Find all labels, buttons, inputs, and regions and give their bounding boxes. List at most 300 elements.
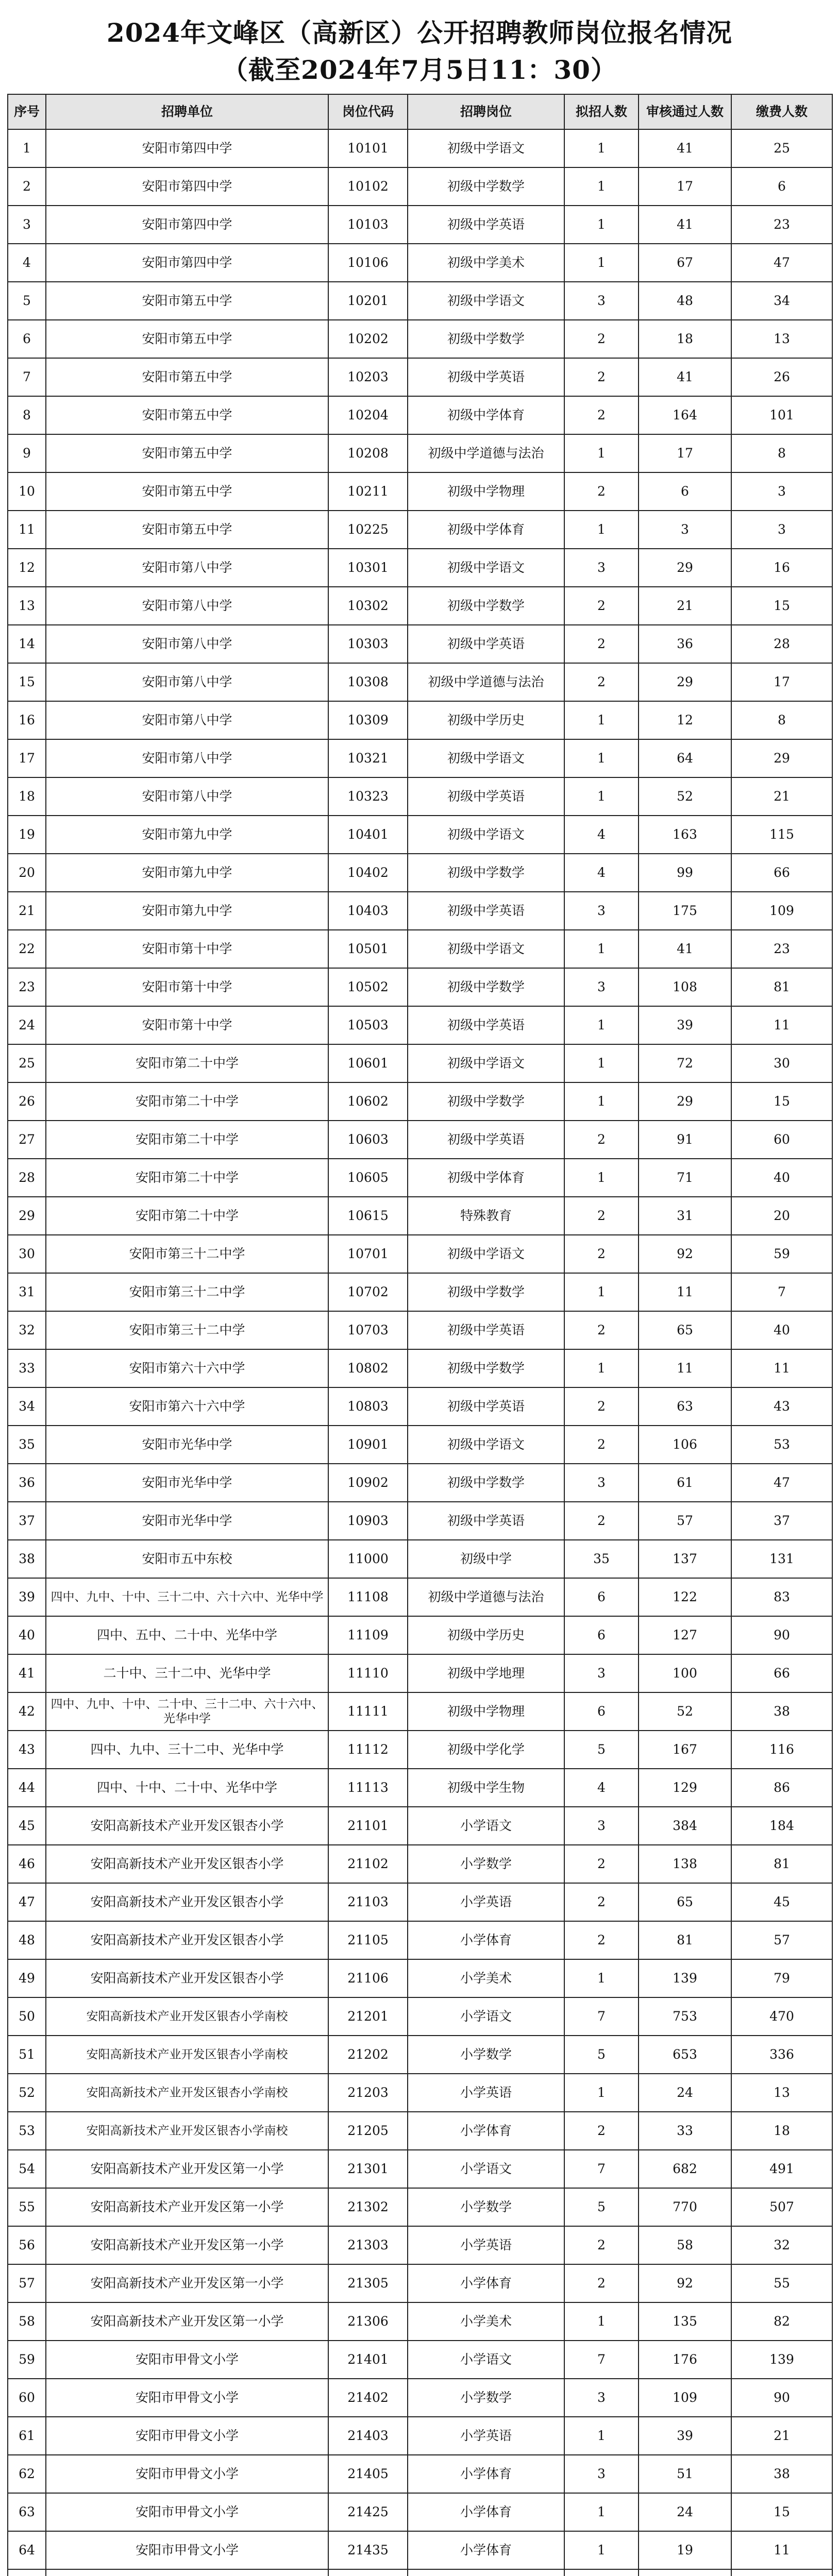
cell-index: 56 [8,2226,46,2264]
cell-approved: 41 [639,129,731,167]
cell-post: 初级中学体育 [408,511,564,549]
cell-unit: 安阳高新技术产业开发区银杏小学 [46,1883,328,1921]
cell-index: 51 [8,2036,46,2074]
cell-unit: 安阳市第五中学 [46,434,328,472]
table-row [8,587,832,625]
cell-paid: 26 [731,358,832,396]
cell-approved: 164 [639,396,731,434]
cell-paid: 57 [731,1921,832,1959]
cell-planned: 2 [564,587,639,625]
cell-index: 32 [8,1311,46,1349]
cell-planned: 3 [564,2379,639,2417]
title-line-1: 2024年文峰区（高新区）公开招聘教师岗位报名情况 [106,18,733,48]
table-row [8,2074,832,2112]
cell-unit: 安阳高新技术产业开发区第一小学 [46,2188,328,2226]
cell-index: 11 [8,511,46,549]
cell-planned: 3 [564,892,639,930]
cell-index: 26 [8,1082,46,1121]
table-row [8,1921,832,1959]
cell-planned: 7 [564,2150,639,2188]
cell-approved: 11 [639,1349,731,1387]
cell-unit: 安阳市第九中学 [46,892,328,930]
cell-post-code: 10106 [328,244,408,282]
table-row [8,663,832,701]
table-row [8,244,832,282]
cell-post-code: 21102 [328,1845,408,1883]
cell-approved: 135 [639,2302,731,2341]
cell-planned: 2 [564,1426,639,1464]
cell-post: 初级中学数学 [408,167,564,206]
cell-approved: 163 [639,816,731,854]
cell-unit: 安阳市第四中学 [46,206,328,244]
table-body [8,129,832,2576]
cell-approved: 24 [639,2074,731,2112]
cell-post-code: 21302 [328,2188,408,2226]
cell-index: 49 [8,1959,46,1997]
cell-planned: 3 [564,1807,639,1845]
cell-post-code: 10615 [328,1197,408,1235]
cell-post: 小学英语 [408,2074,564,2112]
cell-unit: 安阳高新技术产业开发区银杏小学南校 [46,2036,328,2074]
cell-post-code: 21402 [328,2379,408,2417]
cell-planned: 1 [564,1044,639,1082]
cell-post-code: 11000 [328,1540,408,1578]
cell-index: 17 [8,739,46,777]
cell-post: 初级中学英语 [408,358,564,396]
cell-index: 19 [8,816,46,854]
cell-unit: 安阳市甲骨文小学 [46,2455,328,2493]
table-row [8,2188,832,2226]
table-row [8,1692,832,1731]
cell-approved: 41 [639,930,731,968]
table-row [8,2493,832,2531]
cell-paid: 34 [731,282,832,320]
table-row [8,854,832,892]
cell-paid: 7 [731,1273,832,1311]
cell-planned: 2 [564,1235,639,1273]
cell-unit: 安阳市第九中学 [46,816,328,854]
cell-index: 58 [8,2302,46,2341]
cell-post-code: 10501 [328,930,408,968]
cell-approved: 52 [639,1692,731,1731]
cell-index: 8 [8,396,46,434]
cell-planned: 5 [564,2188,639,2226]
title-line-2: （截至2024年7月5日11：30） [222,55,617,85]
cell-post: 初级中学数学 [408,320,564,358]
cell-unit: 四中、九中、十中、三十二中、六十六中、光华中学 [46,1578,328,1616]
cell-planned: 4 [564,1769,639,1807]
cell-post: 小学体育 [408,1921,564,1959]
cell-planned: 1 [564,1082,639,1121]
cell-index: 12 [8,549,46,587]
cell-post-code: 10208 [328,434,408,472]
cell-unit: 安阳市第六十六中学 [46,1349,328,1387]
cell-unit: 安阳高新技术产业开发区银杏小学 [46,1959,328,1997]
cell-unit [46,2569,328,2576]
cell-index: 60 [8,2379,46,2417]
cell-index: 44 [8,1769,46,1807]
cell-unit: 安阳市第二十中学 [46,1121,328,1159]
cell-approved: 770 [639,2188,731,2226]
cell-paid: 3 [731,472,832,511]
cell-approved: 11 [639,1273,731,1311]
cell-post: 初级中学生物 [408,1769,564,1807]
table-row [8,1654,832,1692]
cell-paid: 101 [731,396,832,434]
cell-post: 初级中学语文 [408,739,564,777]
cell-approved: 384 [639,1807,731,1845]
table-row [8,1273,832,1311]
cell-index: 38 [8,1540,46,1578]
cell-unit: 安阳高新技术产业开发区第一小学 [46,2150,328,2188]
cell-planned: 2 [564,663,639,701]
cell-post: 小学英语 [408,2226,564,2264]
cell-post: 初级中学 [408,1540,564,1578]
cell-planned: 6 [564,1616,639,1654]
cell-post-code: 10321 [328,739,408,777]
cell-index: 2 [8,167,46,206]
cell-approved: 58 [639,2226,731,2264]
cell-post-code: 21105 [328,1921,408,1959]
cell-approved: 31 [639,1197,731,1235]
cell-post-code: 21306 [328,2302,408,2341]
cell-post: 初级中学语文 [408,1426,564,1464]
table-row [8,1426,832,1464]
table-row [8,2531,832,2569]
cell-unit: 安阳市第五中学 [46,472,328,511]
cell-post-code: 10302 [328,587,408,625]
table-row [8,1044,832,1082]
cell-approved: 21 [639,587,731,625]
cell-unit: 安阳市甲骨文小学 [46,2379,328,2417]
cell-unit: 安阳高新技术产业开发区银杏小学南校 [46,2112,328,2150]
cell-paid: 109 [731,892,832,930]
cell-post-code: 10402 [328,854,408,892]
cell-index: 6 [8,320,46,358]
table-row [8,1959,832,1997]
cell-paid: 90 [731,1616,832,1654]
cell-index: 24 [8,1006,46,1044]
cell-post-code: 10203 [328,358,408,396]
cell-paid: 29 [731,739,832,777]
cell-post-code: 21405 [328,2455,408,2493]
cell-paid: 21 [731,2417,832,2455]
cell-unit: 安阳市第五中学 [46,282,328,320]
cell-planned: 2 [564,2226,639,2264]
cell-planned: 1 [564,2417,639,2455]
table-row [8,2455,832,2493]
cell-approved: 29 [639,549,731,587]
cell-post-code: 10301 [328,549,408,587]
cell-unit: 安阳市第八中学 [46,777,328,816]
table-row [8,434,832,472]
cell-index: 21 [8,892,46,930]
cell-approved: 18 [639,320,731,358]
cell-post: 初级中学英语 [408,1502,564,1540]
cell-post-code: 21425 [328,2493,408,2531]
cell-post: 初级中学道德与法治 [408,663,564,701]
cell-index: 33 [8,1349,46,1387]
cell-paid: 90 [731,2379,832,2417]
cell-paid: 43 [731,1387,832,1426]
cell-unit: 安阳市五中东校 [46,1540,328,1578]
cell-approved: 51 [639,2455,731,2493]
cell-approved: 138 [639,1845,731,1883]
cell-planned: 2 [564,1197,639,1235]
cell-unit: 安阳市光华中学 [46,1426,328,1464]
table-row [8,1502,832,1540]
table-row [8,739,832,777]
cell-paid: 11 [731,1006,832,1044]
cell-unit: 安阳市甲骨文小学 [46,2493,328,2531]
cell-paid: 53 [731,1426,832,1464]
cell-index: 57 [8,2264,46,2302]
table-row [8,1997,832,2036]
header-post: 招聘岗位 [408,94,564,129]
cell-paid: 79 [731,1959,832,1997]
cell-approved: 106 [639,1426,731,1464]
cell-approved: 92 [639,1235,731,1273]
cell-paid: 139 [731,2341,832,2379]
cell-paid: 47 [731,1464,832,1502]
cell-unit: 安阳市光华中学 [46,1464,328,1502]
cell-unit: 安阳市第五中学 [46,320,328,358]
cell-approved: 29 [639,663,731,701]
cell-index: 9 [8,434,46,472]
cell-planned: 2 [564,2264,639,2302]
cell-unit: 安阳市第九中学 [46,854,328,892]
cell-index [8,2569,46,2576]
cell-planned: 1 [564,1159,639,1197]
table-row [8,1121,832,1159]
cell-post-code: 10103 [328,206,408,244]
cell-post-code: 10309 [328,701,408,739]
cell-index: 25 [8,1044,46,1082]
table-row [8,358,832,396]
cell-paid: 507 [731,2188,832,2226]
cell-planned: 1 [564,1006,639,1044]
cell-approved: 17 [639,434,731,472]
cell-unit: 二十中、三十二中、光华中学 [46,1654,328,1692]
cell-index: 48 [8,1921,46,1959]
cell-post-code: 10701 [328,1235,408,1273]
cell-planned: 5 [564,2036,639,2074]
cell-post-code: 10102 [328,167,408,206]
cell-approved: 72 [639,1044,731,1082]
cell-planned: 1 [564,2493,639,2531]
cell-unit: 安阳市第四中学 [46,129,328,167]
cell-post: 初级中学语文 [408,1235,564,1273]
cell-paid [731,2569,832,2576]
cell-planned: 2 [564,1845,639,1883]
header-index: 序号 [8,94,46,129]
cell-index: 30 [8,1235,46,1273]
cell-approved: 71 [639,1159,731,1197]
cell-paid: 40 [731,1159,832,1197]
cell-paid: 15 [731,587,832,625]
cell-index: 13 [8,587,46,625]
cell-approved: 109 [639,2379,731,2417]
table-row [8,1197,832,1235]
cell-index: 3 [8,206,46,244]
cell-post: 小学体育 [408,2112,564,2150]
cell-post-code: 10323 [328,777,408,816]
cell-approved: 122 [639,1578,731,1616]
cell-approved: 61 [639,1464,731,1502]
table-row [8,777,832,816]
cell-index: 15 [8,663,46,701]
cell-unit: 安阳高新技术产业开发区银杏小学 [46,1807,328,1845]
cell-post: 初级中学英语 [408,1311,564,1349]
table-row [8,320,832,358]
cell-post: 初级中学数学 [408,968,564,1006]
table-row [8,1464,832,1502]
cell-planned: 2 [564,2112,639,2150]
cell-unit: 安阳市甲骨文小学 [46,2417,328,2455]
cell-post-code: 21205 [328,2112,408,2150]
cell-paid: 28 [731,625,832,663]
cell-index: 41 [8,1654,46,1692]
table-row [8,2569,832,2576]
cell-post-code: 10503 [328,1006,408,1044]
table-row [8,1387,832,1426]
table-row [8,1159,832,1197]
cell-post-code: 11110 [328,1654,408,1692]
cell-approved: 3 [639,511,731,549]
cell-paid: 11 [731,2531,832,2569]
cell-post: 小学体育 [408,2531,564,2569]
cell-unit: 安阳市第三十二中学 [46,1311,328,1349]
cell-index: 59 [8,2341,46,2379]
table-row [8,1082,832,1121]
cell-unit: 安阳市第二十中学 [46,1044,328,1082]
table-row [8,1578,832,1616]
table-row [8,472,832,511]
cell-post-code: 10403 [328,892,408,930]
cell-unit: 安阳市第十中学 [46,1006,328,1044]
cell-planned: 1 [564,2302,639,2341]
table-row [8,1616,832,1654]
cell-unit: 安阳高新技术产业开发区银杏小学南校 [46,2074,328,2112]
cell-index: 62 [8,2455,46,2493]
cell-planned: 1 [564,2074,639,2112]
table-row [8,930,832,968]
cell-paid: 45 [731,1883,832,1921]
cell-index: 18 [8,777,46,816]
cell-post-code: 10602 [328,1082,408,1121]
cell-planned: 3 [564,282,639,320]
cell-post: 初级中学物理 [408,1692,564,1731]
cell-paid: 17 [731,663,832,701]
cell-post: 小学体育 [408,2493,564,2531]
cell-paid: 32 [731,2226,832,2264]
cell-index: 4 [8,244,46,282]
cell-paid: 13 [731,2074,832,2112]
cell-post: 小学语文 [408,1807,564,1845]
cell-post-code [328,2569,408,2576]
cell-unit: 安阳市第八中学 [46,663,328,701]
cell-unit: 安阳高新技术产业开发区银杏小学 [46,1845,328,1883]
cell-paid: 8 [731,701,832,739]
cell-planned: 2 [564,320,639,358]
cell-post: 小学数学 [408,2379,564,2417]
cell-post: 小学体育 [408,2264,564,2302]
cell-planned: 3 [564,968,639,1006]
cell-post: 初级中学数学 [408,1464,564,1502]
cell-post-code: 10101 [328,129,408,167]
cell-paid: 131 [731,1540,832,1578]
cell-unit: 安阳市第二十中学 [46,1159,328,1197]
cell-index: 61 [8,2417,46,2455]
cell-post-code: 10225 [328,511,408,549]
table-row [8,2417,832,2455]
cell-post-code: 21106 [328,1959,408,1997]
cell-approved: 41 [639,206,731,244]
header-unit: 招聘单位 [46,94,328,129]
table-row [8,2226,832,2264]
cell-planned: 1 [564,167,639,206]
cell-post: 初级中学物理 [408,472,564,511]
cell-unit: 安阳市第二十中学 [46,1082,328,1121]
cell-paid: 11 [731,1349,832,1387]
cell-post-code: 10605 [328,1159,408,1197]
cell-approved: 48 [639,282,731,320]
cell-paid: 13 [731,320,832,358]
cell-approved: 108 [639,968,731,1006]
table-row [8,816,832,854]
cell-unit: 安阳市第十中学 [46,968,328,1006]
cell-unit: 安阳市第八中学 [46,701,328,739]
cell-post-code: 10502 [328,968,408,1006]
cell-planned: 1 [564,1349,639,1387]
cell-post: 初级中学英语 [408,1387,564,1426]
table-row [8,1731,832,1769]
cell-unit: 安阳市第五中学 [46,511,328,549]
cell-paid: 8 [731,434,832,472]
cell-post: 初级中学历史 [408,701,564,739]
cell-index: 64 [8,2531,46,2569]
cell-paid: 47 [731,244,832,282]
cell-planned: 2 [564,1311,639,1349]
cell-paid: 82 [731,2302,832,2341]
cell-index: 29 [8,1197,46,1235]
table-row [8,396,832,434]
cell-post: 小学语文 [408,1997,564,2036]
table-row [8,2150,832,2188]
cell-paid: 18 [731,2112,832,2150]
cell-index: 10 [8,472,46,511]
cell-index: 54 [8,2150,46,2188]
cell-post-code: 10211 [328,472,408,511]
cell-planned: 1 [564,129,639,167]
cell-planned: 4 [564,816,639,854]
cell-planned: 3 [564,1464,639,1502]
cell-approved: 24 [639,2493,731,2531]
cell-index: 45 [8,1807,46,1845]
cell-planned: 4 [564,854,639,892]
header-approved: 审核通过人数 [639,94,731,129]
cell-unit: 安阳市第三十二中学 [46,1235,328,1273]
cell-post-code: 21201 [328,1997,408,2036]
cell-post-code: 10601 [328,1044,408,1082]
cell-paid: 55 [731,2264,832,2302]
registration-table [7,94,833,2576]
cell-post: 小学语文 [408,2150,564,2188]
table-row [8,968,832,1006]
cell-post-code: 21202 [328,2036,408,2074]
cell-paid: 3 [731,511,832,549]
table-row [8,2112,832,2150]
